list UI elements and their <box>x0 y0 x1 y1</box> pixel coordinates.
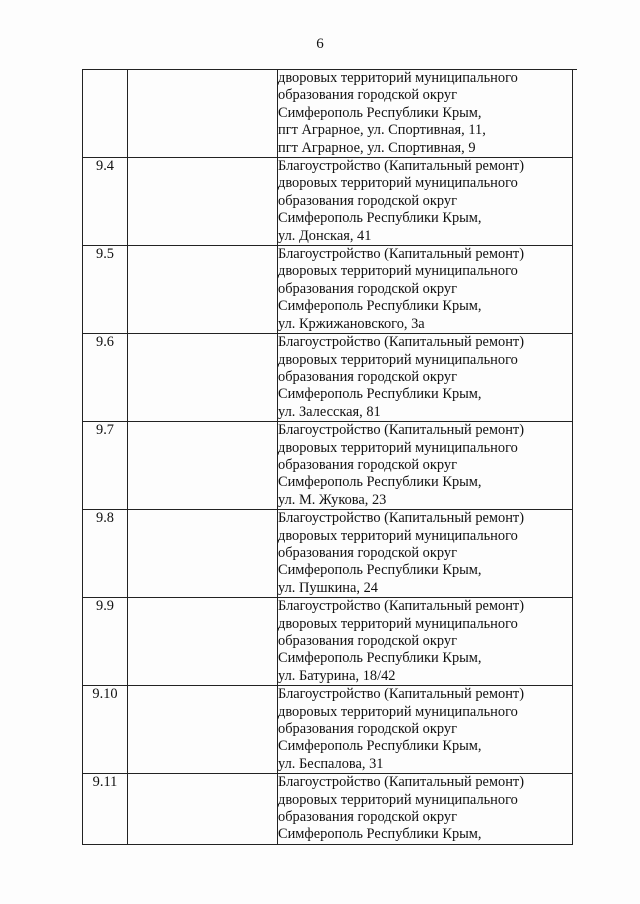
description-line: Симферополь Республики Крым, <box>278 650 482 667</box>
row-number: 9.8 <box>96 510 114 527</box>
table-row <box>83 774 573 845</box>
row-number-cell <box>83 774 128 845</box>
row-number-cell <box>83 598 128 686</box>
description-line: образования городской округ <box>278 456 457 473</box>
description-cell <box>278 686 573 774</box>
description-cell <box>278 422 573 510</box>
empty-column-cell <box>128 510 278 598</box>
description-line: ул. Беспалова, 31 <box>278 755 384 772</box>
description-line: дворовых территорий муниципального <box>278 439 518 456</box>
description-cell <box>278 246 573 334</box>
description-line: дворовых территорий муниципального <box>278 527 518 544</box>
description-cell <box>278 510 573 598</box>
page-number: 6 <box>316 36 324 52</box>
description-line: ул. Донская, 41 <box>278 227 372 244</box>
description-line: дворовых территорий муниципального <box>278 615 518 632</box>
description-line: Благоустройство (Капитальный ремонт) <box>278 334 524 351</box>
description-line: дворовых территорий муниципального <box>278 70 518 86</box>
empty-column-cell <box>128 774 278 845</box>
empty-column-cell <box>128 246 278 334</box>
row-number-cell <box>83 158 128 246</box>
empty-column-cell <box>128 334 278 422</box>
row-number-cell <box>83 422 128 510</box>
empty-column-cell <box>128 158 278 246</box>
table-row <box>83 510 573 598</box>
description-line: образования городской округ <box>278 633 457 649</box>
description-line: Благоустройство (Капитальный ремонт) <box>278 510 524 527</box>
row-number: 9.5 <box>96 246 114 263</box>
table-row <box>83 686 573 774</box>
table-row <box>83 334 573 422</box>
row-number: 9.10 <box>92 686 118 703</box>
table-row <box>83 70 573 158</box>
description-line: пгт Аграрное, ул. Спортивная, 11, <box>278 122 486 139</box>
projects-table-body <box>83 70 573 845</box>
row-number-cell <box>83 246 128 334</box>
description-line: Благоустройство (Капитальный ремонт) <box>278 158 524 175</box>
table-row <box>83 158 573 246</box>
description-line: Симферополь Республики Крым, <box>278 562 482 579</box>
description-line: Симферополь Республики Крым, <box>278 826 482 843</box>
row-number-cell <box>83 510 128 598</box>
description-line: дворовых территорий муниципального <box>278 263 518 280</box>
description-cell <box>278 334 573 422</box>
description-line: образования городской округ <box>278 192 457 209</box>
row-number-cell <box>83 334 128 422</box>
row-number-cell <box>83 70 128 158</box>
description-line: дворовых территорий муниципального <box>278 351 518 368</box>
description-line: образования городской округ <box>278 280 457 297</box>
row-number: 9.11 <box>92 774 118 791</box>
row-number: 9.9 <box>96 598 114 615</box>
description-line: пгт Аграрное, ул. Спортивная, 9 <box>278 139 476 156</box>
row-number: 9.4 <box>96 158 114 175</box>
description-line: Благоустройство (Капитальный ремонт) <box>278 774 524 791</box>
description-line: образования городской округ <box>278 544 457 561</box>
description-line: ул. Батурина, 18/42 <box>278 667 396 684</box>
empty-column-cell <box>128 422 278 510</box>
description-line: Симферополь Республики Крым, <box>278 104 482 121</box>
empty-column-cell <box>128 70 278 158</box>
description-line: Благоустройство (Капитальный ремонт) <box>278 598 524 615</box>
description-line: Благоустройство (Капитальный ремонт) <box>278 422 524 439</box>
description-cell <box>278 158 573 246</box>
description-line: ул. М. Жукова, 23 <box>278 491 387 508</box>
description-line: образования городской округ <box>278 809 457 826</box>
row-number-cell <box>83 686 128 774</box>
empty-column-cell <box>128 686 278 774</box>
description-line: образования городской округ <box>278 87 457 104</box>
row-number: 9.6 <box>96 334 114 351</box>
description-line: дворовых территорий муниципального <box>278 703 518 720</box>
description-line: ул. Кржижановского, 3а <box>278 315 425 332</box>
table-row <box>83 246 573 334</box>
description-line: образования городской округ <box>278 721 457 738</box>
description-line: Симферополь Республики Крым, <box>278 298 482 315</box>
empty-column-cell <box>128 598 278 686</box>
description-line: дворовых территорий муниципального <box>278 175 518 192</box>
description-line: ул. Пушкина, 24 <box>278 579 378 596</box>
projects-table <box>82 69 573 845</box>
description-line: ул. Залесская, 81 <box>278 403 381 420</box>
description-line: дворовых территорий муниципального <box>278 791 518 808</box>
description-cell <box>278 70 573 158</box>
table-row <box>83 422 573 510</box>
description-cell <box>278 598 573 686</box>
table-row <box>83 598 573 686</box>
description-cell <box>278 774 573 845</box>
description-line: Симферополь Республики Крым, <box>278 738 482 755</box>
description-line: Симферополь Республики Крым, <box>278 210 482 227</box>
description-line: Симферополь Республики Крым, <box>278 474 482 491</box>
description-line: образования городской округ <box>278 368 457 385</box>
row-number: 9.7 <box>96 422 114 439</box>
description-line: Благоустройство (Капитальный ремонт) <box>278 686 524 703</box>
description-line: Симферополь Республики Крым, <box>278 386 482 403</box>
description-line: Благоустройство (Капитальный ремонт) <box>278 246 524 263</box>
